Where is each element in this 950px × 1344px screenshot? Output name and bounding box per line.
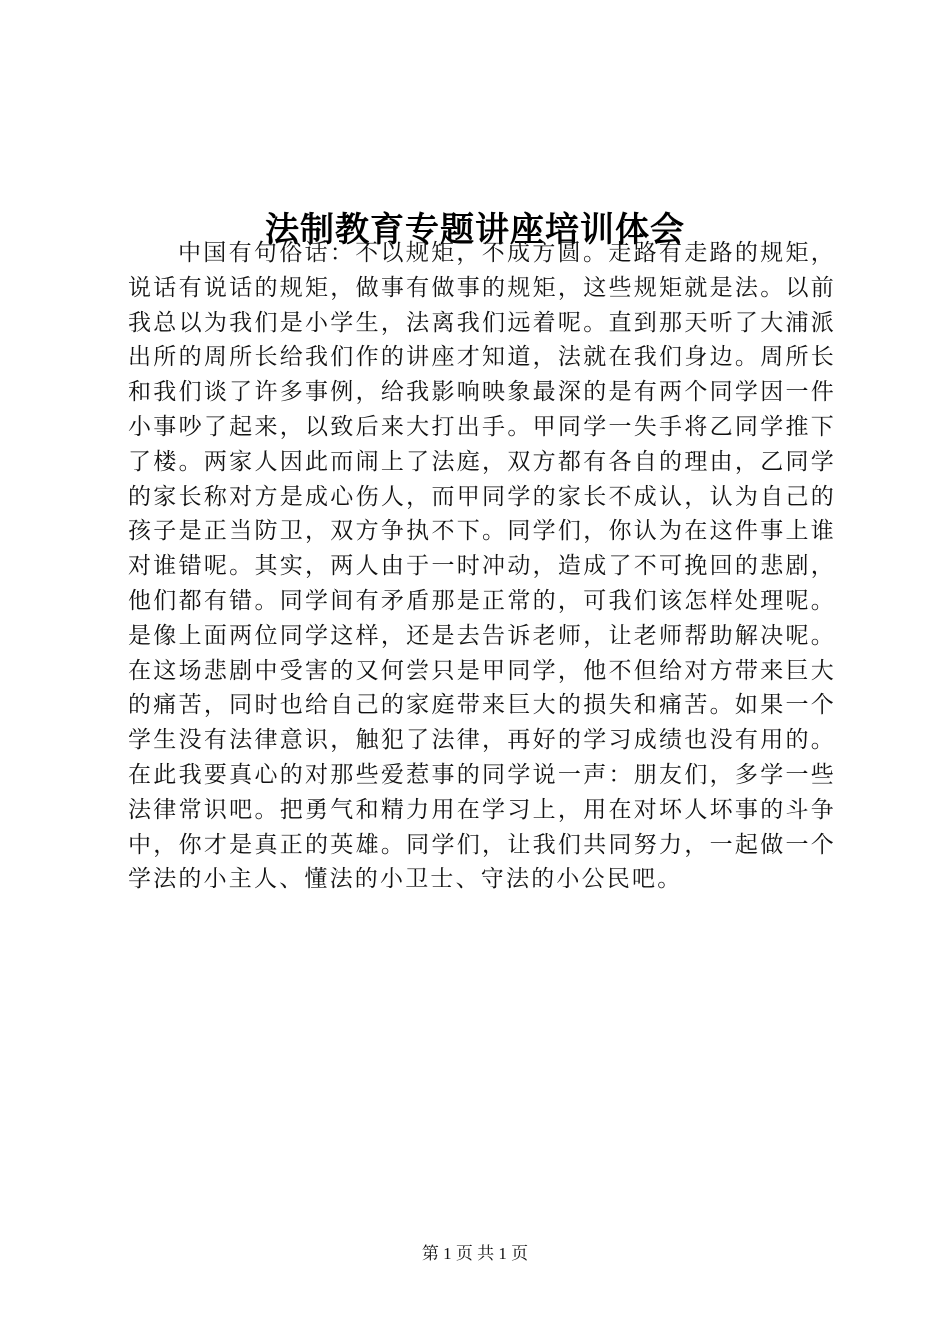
document-title: 法制教育专题讲座培训体会 <box>265 209 685 250</box>
document-body-paragraph: 中国有句俗话：不以规矩，不成方圆。走路有走路的规矩，说话有说话的规矩，做事有做事的规矩，这些规矩就是法。以前我总以为我们是小学生，法离我们远着呢。直到那天听了大浦派出所的周所长给我们作的讲座才知道，法就在我们身边。周所长和我们谈了许多事例，给我影响映象最深的是有两个同学因一件小事吵了起来，以致后来大打出手。甲同学一失手将乙同学推下了楼。两家人因此而闹上了法庭，双方都有各自的理由，乙同学的家长称对方是成心伤人，而甲同学的家长不成认，认为自己的孩子是正当防卫，双方争执不下。同学们，你认为在这件事上谁对谁错呢。其实，两人由于一时冲动，造成了不可挽回的悲剧，他们都有错。同学间有矛盾那是正常的，可我们该怎样处理呢。是像上面两位同学这样，还是去告诉老师，让老师帮助解决呢。在这场悲剧中受害的又何尝只是甲同学，他不但给对方带来巨大的痛苦，同时也给自己的家庭带来巨大的损失和痛苦。如果一个学生没有法律意识，触犯了法律，再好的学习成绩也没有用的。在此我要真心的对那些爱惹事的同学说一声：朋友们，多学一些法律常识吧。把勇气和精力用在学习上，用在对坏人坏事的斗争中，你才是真正的英雄。同学们，让我们共同努力，一起做一个学法的小主人、懂法的小卫士、守法的小公民吧。 <box>128 240 836 893</box>
page-footer: 第 1 页 共 1 页 <box>421 1244 529 1263</box>
